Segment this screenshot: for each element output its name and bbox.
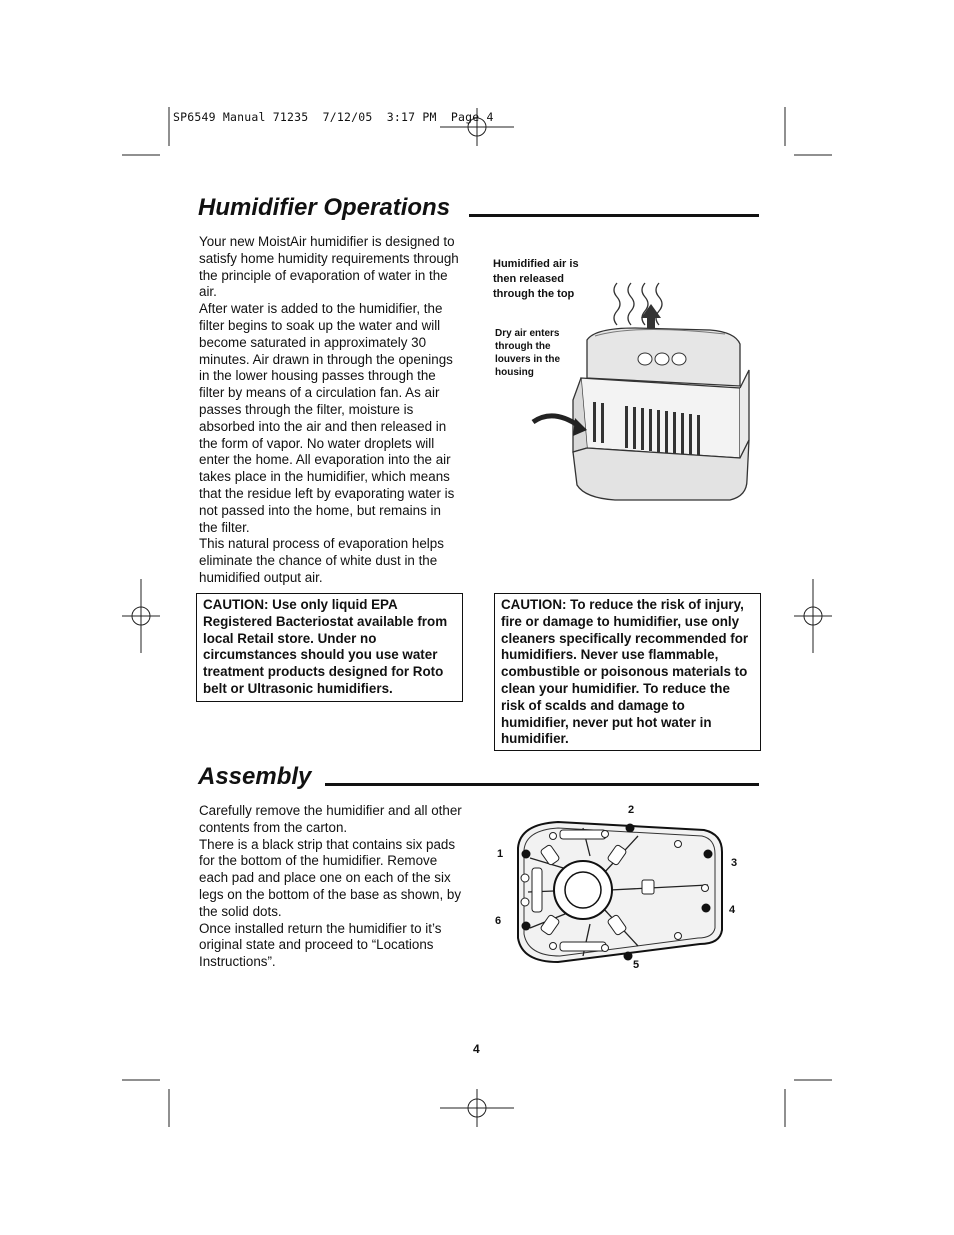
base-bottom-diagram <box>508 818 738 968</box>
operations-paragraph-3: This natural process of evaporation helps eliminate the chance of white dust in the humidified output air. <box>199 536 444 585</box>
assembly-paragraph-3: Once installed return the humidifier to it’s original state and proceed to “Locations Instructions”. <box>199 920 442 970</box>
humidifier-illustration <box>525 280 765 520</box>
leg-label-1: 1 <box>497 848 504 860</box>
printer-slug: SP6549 Manual 71235 7/12/05 3:17 PM Page 4 <box>173 110 494 124</box>
figure-label-side: Dry air enters through the louvers in the housing <box>495 328 561 378</box>
operations-body <box>199 234 463 587</box>
leg-label-3: 3 <box>731 857 738 869</box>
operations-heading-rule <box>469 214 759 217</box>
caution-cleaners-box <box>494 593 761 751</box>
assembly-paragraph-1: Carefully remove the humidifier and all other contents from the carton. <box>199 803 462 835</box>
page-number: 4 <box>473 1042 480 1056</box>
operations-heading: Humidifier Operations <box>198 194 451 221</box>
assembly-heading-rule <box>325 783 759 786</box>
assembly-body <box>199 803 463 971</box>
assembly-paragraph-2: There is a black strip that contains six pads for the bottom of the humidifier. Remove each pad and place one on each of the six legs on the bottom of the base as shown, by the solid dots. <box>199 836 462 919</box>
leg-label-2: 2 <box>628 804 635 816</box>
operations-paragraph-1: Your new MoistAir humidifier is designed to satisfy home humidity requirements through the principle of evaporation of water in the air. <box>199 234 459 300</box>
assembly-heading: Assembly <box>198 763 312 790</box>
caution-bacteriostat-text: CAUTION: Use only liquid EPA Registered Bacteriostat available from local Retail store. Under no circumstances should you use water treatment products designed for Roto belt or Ultrasonic humidifiers. <box>203 597 448 696</box>
leg-label-6: 6 <box>495 915 502 927</box>
caution-cleaners-text: CAUTION: To reduce the risk of injury, fire or damage to humidifier, use only cleaners specifically recommended for humidifiers. Never use flammable, combustible or poisonous materials to clean your humidifier. To reduce the risk of scalds and damage to humidifier, never put hot water in humidifier. <box>501 597 749 747</box>
operations-paragraph-2: After water is added to the humidifier, the filter begins to soak up the water and will become saturated in approximately 30 minutes. Air drawn in through the openings in the lower housing passes through the filter by means of a circulation fan. As air passes through the filter, moisture is absorbed into the air and then released in the form of vapor. No water droplets will enter the home. All evaporation into the air takes place in the humidifier, which means that the residue left by evaporating water is not passed into the home, but remains in the filter. <box>199 301 455 535</box>
leg-label-4: 4 <box>729 904 736 916</box>
leg-label-5: 5 <box>633 959 640 971</box>
figure-label-top: Humidified air is then released through the top <box>493 258 579 300</box>
caution-bacteriostat-box <box>196 593 463 702</box>
